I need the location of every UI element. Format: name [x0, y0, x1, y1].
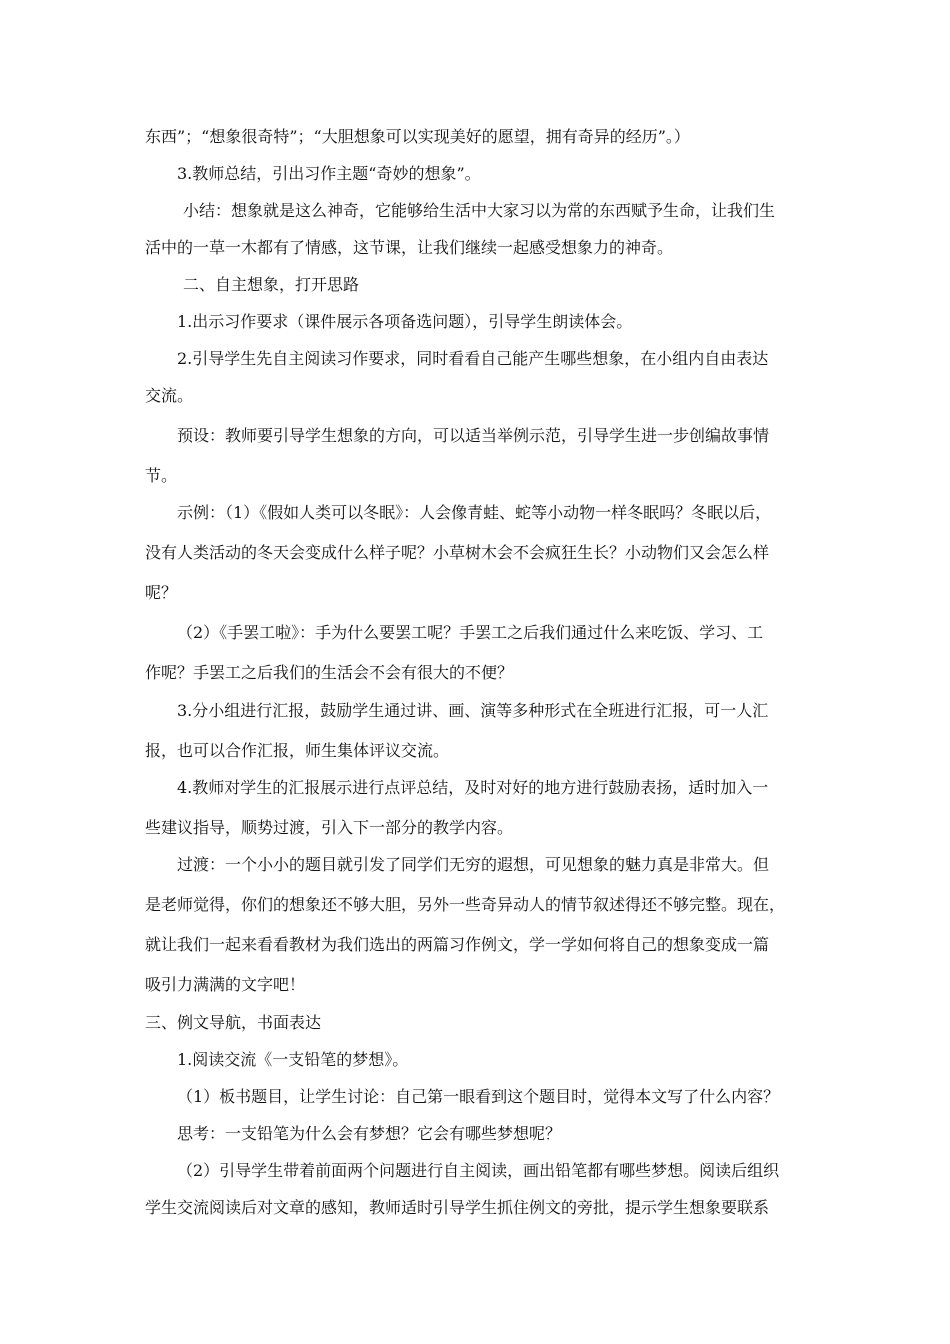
- text-line: 交流。: [145, 386, 194, 405]
- text-line: 小结：想象就是这么神奇，它能够给生活中大家习以为常的东西赋予生命，让我们生: [183, 201, 776, 220]
- section-heading: 三、例文导航，书面表达: [145, 1013, 322, 1032]
- text-line: 过渡：一个小小的题目就引发了同学们无穷的遐想，可见想象的魅力真是非常大。但: [177, 855, 770, 874]
- text-line: 节。: [145, 466, 178, 485]
- text-line: 呢？: [145, 583, 178, 602]
- text-line: 些建议指导，顺势过渡，引入下一部分的教学内容。: [145, 818, 514, 837]
- text-line: 吸引力满满的文字吧！: [145, 975, 306, 994]
- text-line: 3.教师总结，引出习作主题“奇妙的想象”。: [177, 164, 481, 183]
- text-line: 活中的一草一木都有了情感，这节课，让我们继续一起感受想象力的神奇。: [145, 238, 674, 257]
- text-line: （2）《手罢工啦》：手为什么要罢工呢？手罢工之后我们通过什么来吃饭、学习、工: [177, 623, 764, 642]
- text-line: 3.分小组进行汇报，鼓励学生通过讲、画、演等多种形式在全班进行汇报，可一人汇: [177, 701, 769, 720]
- text-line: 1.出示习作要求（课件展示各项备选问题），引导学生朗读体会。: [177, 312, 633, 331]
- section-heading: 二、自主想象，打开思路: [183, 275, 360, 294]
- text-line: 预设：教师要引导学生想象的方向，可以适当举例示范，引导学生进一步创编故事情: [177, 426, 770, 445]
- text-line: 报，也可以合作汇报，师生集体评议交流。: [145, 741, 450, 760]
- text-line: 1.阅读交流《一支铅笔的梦想》。: [177, 1050, 409, 1069]
- text-line: 东西”；“想象很奇特”；“大胆想象可以实现美好的愿望，拥有奇异的经历”。）: [145, 127, 690, 146]
- text-line: 2.引导学生先自主阅读习作要求，同时看看自己能产生哪些想象，在小组内自由表达: [177, 349, 769, 368]
- text-line: 是老师觉得，你们的想象还不够大胆，另外一些奇异动人的情节叙述得还不够完整。现在，: [145, 895, 786, 914]
- text-line: （2）引导学生带着前面两个问题进行自主阅读，画出铅笔都有哪些梦想。阅读后组织: [177, 1161, 780, 1180]
- text-line: 学生交流阅读后对文章的感知，教师适时引导学生抓住例文的旁批，提示学生想象要联系: [145, 1198, 770, 1217]
- text-line: 没有人类活动的冬天会变成什么样子呢？小草树木会不会疯狂生长？小动物们又会怎么样: [145, 543, 770, 562]
- text-line: 思考：一支铅笔为什么会有梦想？它会有哪些梦想呢？: [177, 1124, 562, 1143]
- text-line: 就让我们一起来看看教材为我们选出的两篇习作例文，学一学如何将自己的想象变成一篇: [145, 935, 770, 954]
- text-line: 作呢？手罢工之后我们的生活会不会有很大的不便？: [145, 663, 514, 682]
- text-line: 4.教师对学生的汇报展示进行点评总结，及时对好的地方进行鼓励表扬，适时加入一: [177, 778, 769, 797]
- text-line: 示例：（1）《假如人类可以冬眠》：人会像青蛙、蛇等小动物一样冬眠吗？冬眠以后，: [177, 503, 772, 522]
- text-line: （1）板书题目，让学生讨论：自己第一眼看到这个题目时，觉得本文写了什么内容？: [177, 1087, 780, 1106]
